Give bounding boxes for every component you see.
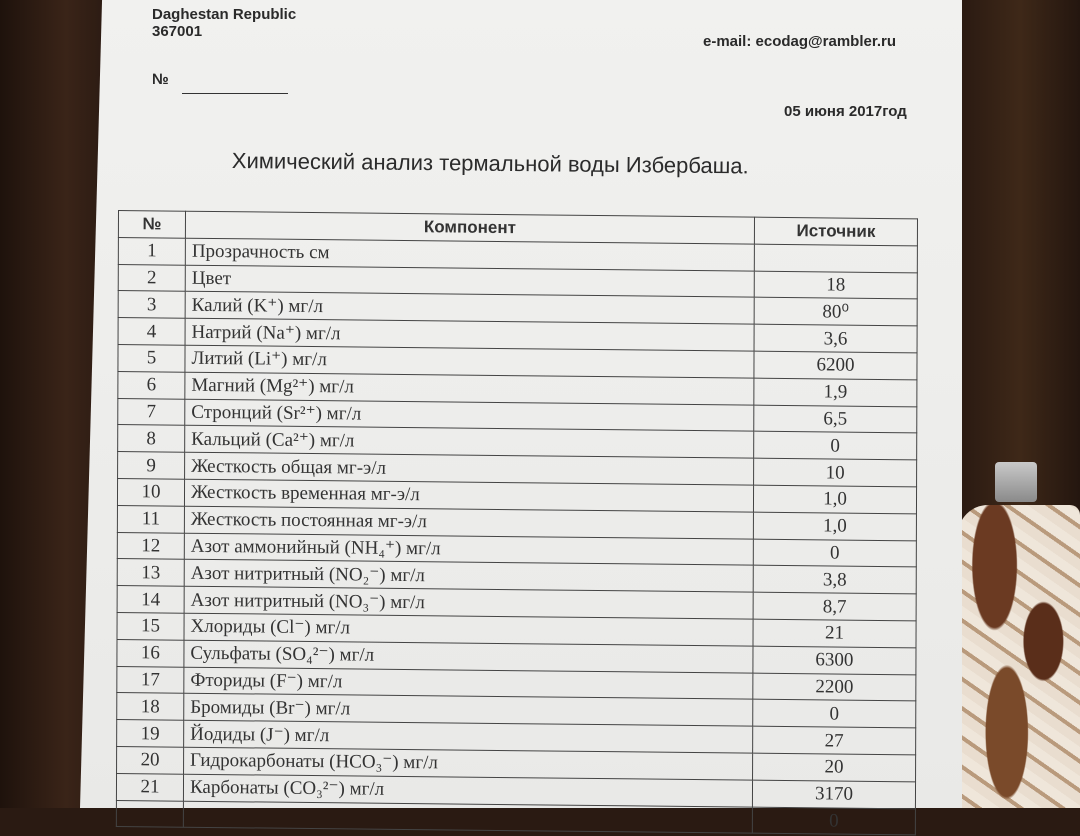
row-value: 18 xyxy=(754,271,917,300)
row-component: Гидрокарбонаты (HCO₃⁻) мг/л xyxy=(184,747,753,780)
row-value: 6,5 xyxy=(754,405,917,434)
table-body xyxy=(116,237,917,835)
row-component: Прозрачность см xyxy=(185,238,754,271)
row-number: 17 xyxy=(117,666,184,693)
row-number: 9 xyxy=(118,452,185,479)
header-source: Источник xyxy=(754,217,917,246)
analysis-table-wrap xyxy=(116,210,918,832)
row-value: 21 xyxy=(753,619,916,648)
row-component: Хлориды (Cl⁻) мг/л xyxy=(184,613,753,646)
row-component: Азот нитритный (NO₃⁻) мг/л xyxy=(184,586,753,619)
row-component: Жесткость постоянная мг-э/л xyxy=(184,506,753,539)
row-component: Натрий (Na⁺) мг/л xyxy=(185,318,754,351)
row-component: Калий (K⁺) мг/л xyxy=(185,292,754,325)
row-number: 10 xyxy=(117,478,184,505)
row-component: Жесткость общая мг-э/л xyxy=(185,452,754,485)
metal-hook xyxy=(995,462,1037,502)
row-value: 1,9 xyxy=(754,378,917,407)
row-value: 3,8 xyxy=(753,566,916,595)
row-number: 20 xyxy=(117,746,184,773)
row-component: Карбонаты (CO₃²⁻) мг/л xyxy=(183,774,752,807)
header-num: № xyxy=(118,211,185,238)
row-component: Сульфаты (SO₄²⁻) мг/л xyxy=(184,640,753,673)
row-number: 13 xyxy=(117,559,184,586)
row-value: 10 xyxy=(754,458,917,487)
row-number: 14 xyxy=(117,586,184,613)
row-component: Бромиды (Br⁻) мг/л xyxy=(184,694,753,727)
row-number: 8 xyxy=(118,425,185,452)
row-component: Стронций (Sr²⁺) мг/л xyxy=(185,399,754,432)
row-number: 15 xyxy=(117,612,184,639)
postcode-text: 367001 xyxy=(152,23,203,40)
row-value: 0 xyxy=(752,807,915,836)
row-number: 21 xyxy=(116,773,183,800)
region-text: Daghestan Republic xyxy=(152,6,297,23)
document-title: Химический анализ термальной воды Избербаша. xyxy=(231,148,749,179)
row-number: 18 xyxy=(117,693,184,720)
row-component: Фториды (F⁻) мг/л xyxy=(184,667,753,700)
row-component: Йодиды (J⁻) мг/л xyxy=(184,720,753,753)
row-number: 4 xyxy=(118,318,185,345)
date-text: 05 июня 2017год xyxy=(784,103,907,120)
row-value xyxy=(754,244,917,273)
row-component xyxy=(183,801,752,834)
row-value: 6300 xyxy=(753,646,916,675)
email-text: e-mail: ecodag@rambler.ru xyxy=(703,33,897,50)
row-number: 16 xyxy=(117,639,184,666)
row-component: Азот аммонийный (NH₄⁺) мг/л xyxy=(184,533,753,566)
row-number: 6 xyxy=(118,371,185,398)
row-component: Кальций (Ca²⁺) мг/л xyxy=(185,426,754,459)
number-blank-line xyxy=(182,93,288,94)
row-value: 8,7 xyxy=(753,592,916,621)
row-number: 1 xyxy=(118,237,185,264)
row-value: 80⁰ xyxy=(754,298,917,327)
row-value: 6200 xyxy=(754,351,917,380)
row-component: Жесткость временная мг-э/л xyxy=(184,479,753,512)
row-value: 2200 xyxy=(753,673,916,702)
row-value: 3170 xyxy=(752,780,915,809)
row-number: 3 xyxy=(118,291,185,318)
row-component: Азот нитритный (NO₂⁻) мг/л xyxy=(184,560,753,593)
row-value: 0 xyxy=(754,432,917,461)
row-value: 0 xyxy=(753,699,916,728)
row-number: 5 xyxy=(118,344,185,371)
row-value: 20 xyxy=(753,753,916,782)
row-number: 7 xyxy=(118,398,185,425)
patterned-towel xyxy=(958,505,1080,808)
row-component: Литий (Li⁺) мг/л xyxy=(185,345,754,378)
row-component: Цвет xyxy=(185,265,754,298)
number-label: № xyxy=(152,71,169,88)
row-value: 3,6 xyxy=(754,324,917,353)
row-number: 11 xyxy=(117,505,184,532)
row-component: Магний (Mg²⁺) мг/л xyxy=(185,372,754,405)
row-number: 12 xyxy=(117,532,184,559)
row-value: 27 xyxy=(753,726,916,755)
row-number xyxy=(116,800,183,827)
row-value: 0 xyxy=(753,539,916,568)
header-component: Компонент xyxy=(185,211,754,244)
row-value: 1,0 xyxy=(753,485,916,514)
row-number: 2 xyxy=(118,264,185,291)
row-value: 1,0 xyxy=(753,512,916,541)
row-number: 19 xyxy=(117,720,184,747)
analysis-table xyxy=(116,210,918,836)
